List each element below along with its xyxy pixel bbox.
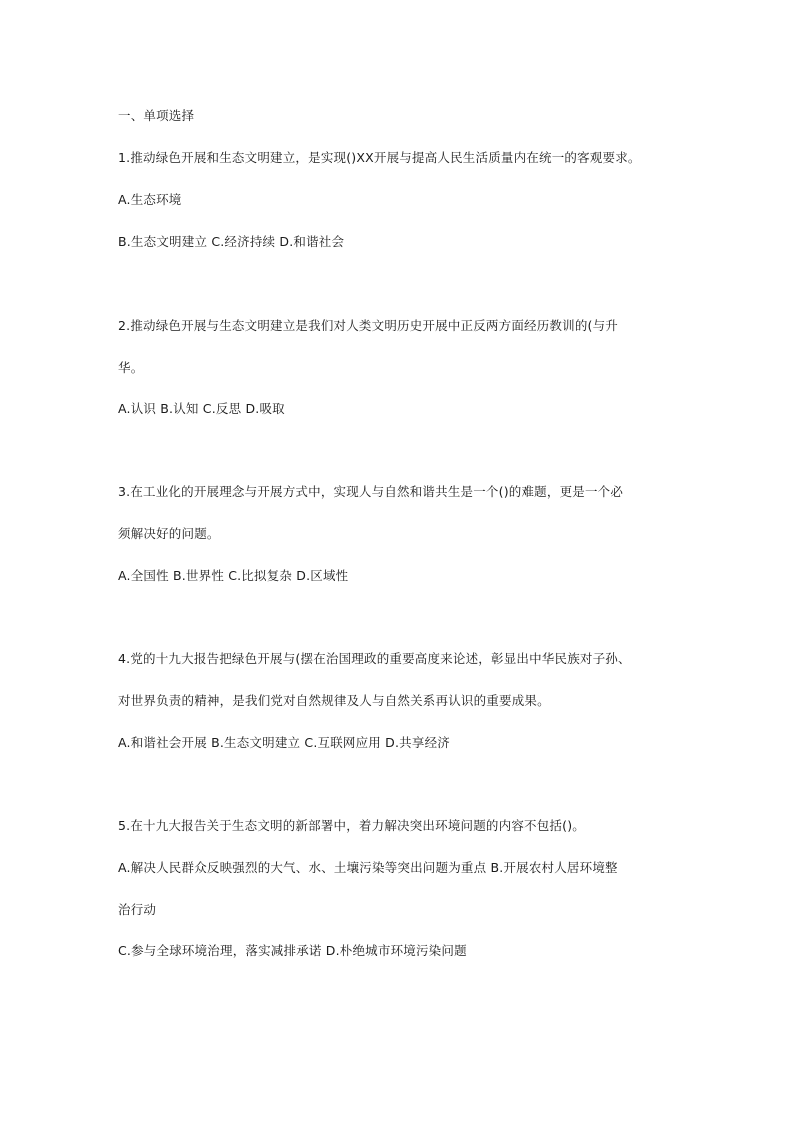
question-stem-line: 2.推动绿色开展与生态文明建立是我们对人类文明历史开展中正反两方面经历教训的(与升	[118, 318, 619, 333]
question-stem-line: 5.在十九大报告关于生态文明的新部署中，着力解决突出环境问题的内容不包括()。	[118, 818, 585, 833]
question-stem-line: 4.党的十九大报告把绿色开展与(摆在治国理政的重要高度来论述，彰显出中华民族对子孙、	[118, 651, 631, 666]
question-stem-line: 1.推动绿色开展和生态文明建立，是实现()XX开展与提高人民生活质量内在统一的客观要求。	[118, 150, 641, 165]
question-option-line: B.生态文明建立 C.经济持续 D.和谐社会	[118, 234, 345, 249]
question-option-line: C.参与全球环境治理，落实减排承诺 D.朴绝城市环境污染问题	[118, 943, 467, 958]
question-option-line: A.解决人民群众反映强烈的大气、水、土壤污染等突出问题为重点 B.开展农村人居环境整	[118, 860, 618, 875]
question-stem-line: 须解决好的问题。	[118, 526, 220, 541]
question-stem-line: 3.在工业化的开展理念与开展方式中，实现人与自然和谐共生是一个()的难题，更是一个必	[118, 484, 624, 499]
question-stem-line: 对世界负责的精神，是我们党对自然规律及人与自然关系再认识的重要成果。	[118, 693, 550, 708]
section-title: 一、单项选择	[118, 108, 195, 123]
question-option-line: A.和谐社会开展 B.生态文明建立 C.互联网应用 D.共享经济	[118, 735, 450, 750]
question-option-line: A.全国性 B.世界性 C.比拟复杂 D.区域性	[118, 568, 349, 583]
question-option-line: A.生态环境	[118, 192, 182, 207]
question-option-line: A.认识 B.认知 C.反思 D.吸取	[118, 401, 285, 416]
question-stem-line: 华。	[118, 360, 144, 375]
question-option-line: 治行动	[118, 902, 157, 917]
